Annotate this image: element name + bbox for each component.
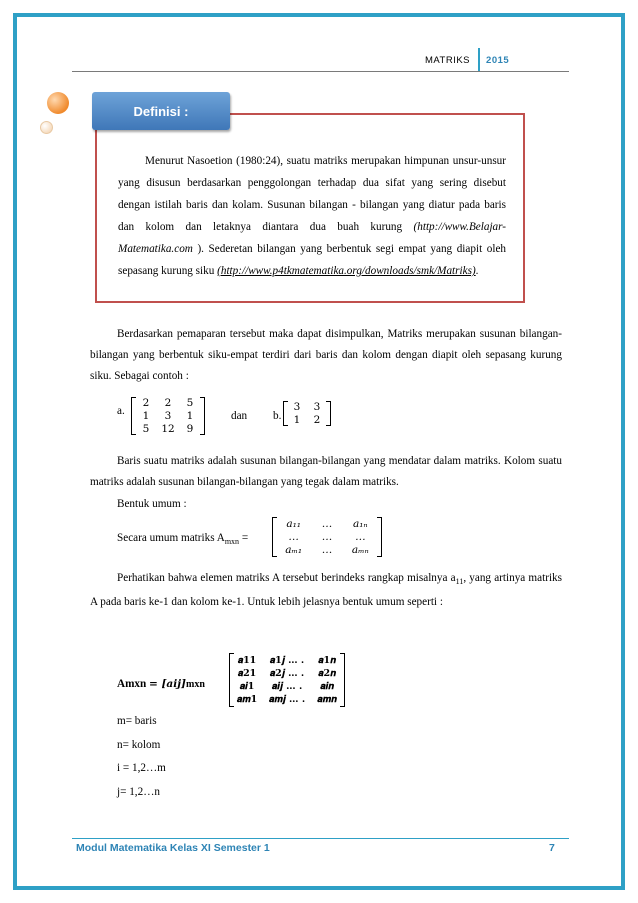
big-matrix-cell: 𝒂𝟐𝟏 bbox=[237, 668, 257, 679]
general-matrix-cell: 𝑎ₘₙ bbox=[351, 544, 369, 556]
footer-rule bbox=[72, 838, 569, 839]
paragraph-3b: , yang artinya matriks A pada baris ke-1 dan kolom ke-1. Untuk lebih jelasnya bentuk umum seperti : bbox=[90, 572, 562, 609]
matrix-a-cell: 3 bbox=[164, 410, 172, 422]
matrix-a-cell: 1 bbox=[186, 410, 194, 422]
big-matrix-cell: 𝒂𝒊𝒋 … . bbox=[271, 681, 303, 692]
big-matrix-cell: 𝒂𝟏𝒋 … . bbox=[269, 655, 305, 666]
header-title: MATRIKS bbox=[425, 54, 471, 66]
general-matrix-cell: … bbox=[321, 544, 333, 556]
matrix-b-cell: 3 bbox=[313, 401, 321, 413]
matrix-b-cell: 1 bbox=[293, 414, 301, 426]
general-matrix-cell: 𝑎ₘ₁ bbox=[285, 544, 303, 556]
paragraph-3-sub: 11 bbox=[455, 577, 464, 587]
big-matrix-cell: 𝒂𝟐𝒋 … . bbox=[269, 668, 305, 679]
secara-umum-text: Secara umum matriks A bbox=[117, 532, 225, 544]
def-j: j= 1,2…n bbox=[117, 786, 160, 798]
big-matrix-cell: 𝒂𝟏𝒏 bbox=[318, 655, 336, 666]
page-number: 7 bbox=[549, 842, 555, 854]
amxn-label: Amxn bbox=[117, 678, 147, 690]
big-matrix-cell: 𝒂𝒎𝒏 bbox=[317, 694, 337, 705]
amxn-eq: = [𝒂𝒊𝒋] bbox=[149, 678, 186, 690]
matrix-a-cell: 2 bbox=[164, 397, 172, 409]
big-matrix-cell: 𝒂𝒎𝟏 bbox=[236, 694, 258, 705]
orange-bullet-icon bbox=[47, 92, 69, 114]
general-matrix-cell: … bbox=[288, 531, 299, 543]
definition-p2: ). Sederetan bilangan yang berbentuk segi empat yang diapit oleh sepasang kurung siku bbox=[118, 243, 507, 277]
definition-badge: Definisi : bbox=[92, 92, 230, 130]
paragraph-3 bbox=[90, 568, 562, 613]
label-a: a. bbox=[117, 405, 125, 417]
secara-umum-sub: mxn bbox=[224, 537, 240, 547]
definition-end: . bbox=[475, 265, 479, 277]
amxn-line bbox=[117, 678, 205, 690]
big-matrix bbox=[229, 653, 345, 707]
def-m: m= baris bbox=[117, 715, 157, 727]
label-b: b. bbox=[273, 410, 282, 422]
general-matrix-cell: 𝑎₁₁ bbox=[286, 518, 301, 530]
definition-text bbox=[118, 150, 506, 282]
paragraph-2: Baris suatu matriks adalah susunan bilangan-bilangan yang mendatar dalam matriks. Kolom suatu matriks adalah susunan bilangan-bilangan yang tegak dalam matriks. bbox=[90, 455, 562, 488]
header-year: 2015 bbox=[486, 54, 510, 66]
secara-umum-line bbox=[117, 532, 248, 546]
matrix-b-cell: 3 bbox=[293, 401, 301, 413]
running-header bbox=[425, 48, 509, 72]
paragraph-1: Berdasarkan pemaparan tersebut maka dapat disimpulkan, Matriks merupakan susunan bilangan-bilangan yang berbentuk siku-empat terdiri dari baris dan kolom dengan diapit oleh sepasang kurung siku. Sebagai contoh : bbox=[90, 328, 562, 382]
matrix-a-cell: 1 bbox=[142, 410, 150, 422]
definition-link-2[interactable]: (http://www.p4tkmatematika.org/downloads/smk/Matriks) bbox=[217, 265, 476, 277]
matrix-a-cell: 2 bbox=[142, 397, 150, 409]
definition-p1: Menurut Nasoetion (1980:24), suatu matriks merupakan himpunan unsur-unsur yang disusun berdasarkan penggolongan terhadap dua sifat yang sering disebut dengan istilah baris dan kolam. Susunan bilangan - bilangan yang diatur pada baris dan kolom dan letaknya diantara dua buah kurung bbox=[118, 155, 506, 233]
general-matrix-cell: … bbox=[321, 531, 333, 543]
general-matrix-cell: … bbox=[355, 531, 366, 543]
def-i: i = 1,2…m bbox=[117, 762, 166, 774]
label-dan: dan bbox=[231, 410, 248, 422]
header-rule bbox=[72, 71, 569, 72]
matrix-a-cell: 12 bbox=[161, 423, 175, 435]
bentuk-umum: Bentuk umum : bbox=[117, 498, 187, 510]
general-matrix-cell: … bbox=[321, 518, 333, 530]
matrix-a-cell: 9 bbox=[186, 423, 194, 435]
general-matrix bbox=[272, 517, 382, 557]
matrix-b bbox=[283, 401, 331, 426]
def-n: n= kolom bbox=[117, 739, 161, 751]
big-matrix-cell: 𝒂𝒊𝟏 bbox=[239, 681, 255, 692]
matrix-a bbox=[131, 397, 205, 435]
big-matrix-cell: 𝒂𝟏𝟏 bbox=[237, 655, 257, 666]
matrix-a-cell: 5 bbox=[186, 397, 194, 409]
paragraph-3a: Perhatikan bahwa elemen matriks A tersebut berindeks rangkap misalnya a bbox=[117, 572, 456, 584]
secara-umum-eq: = bbox=[241, 532, 249, 544]
footer-title: Modul Matematika Kelas XI Semester 1 bbox=[76, 842, 270, 854]
small-bullet-icon bbox=[40, 121, 53, 134]
matrix-b-cell: 2 bbox=[313, 414, 321, 426]
big-matrix-cell: 𝒂𝒊𝒏 bbox=[320, 681, 334, 692]
definition-link-1[interactable]: (http://www.Belajar-Matematika.com bbox=[118, 221, 506, 255]
big-matrix-cell: 𝒂𝒎𝒋 … . bbox=[268, 694, 306, 705]
general-matrix-cell: 𝑎₁ₙ bbox=[352, 518, 368, 530]
matrix-a-cell: 5 bbox=[142, 423, 150, 435]
amxn-sub: mxn bbox=[186, 679, 205, 690]
big-matrix-cell: 𝒂𝟐𝒏 bbox=[318, 668, 336, 679]
